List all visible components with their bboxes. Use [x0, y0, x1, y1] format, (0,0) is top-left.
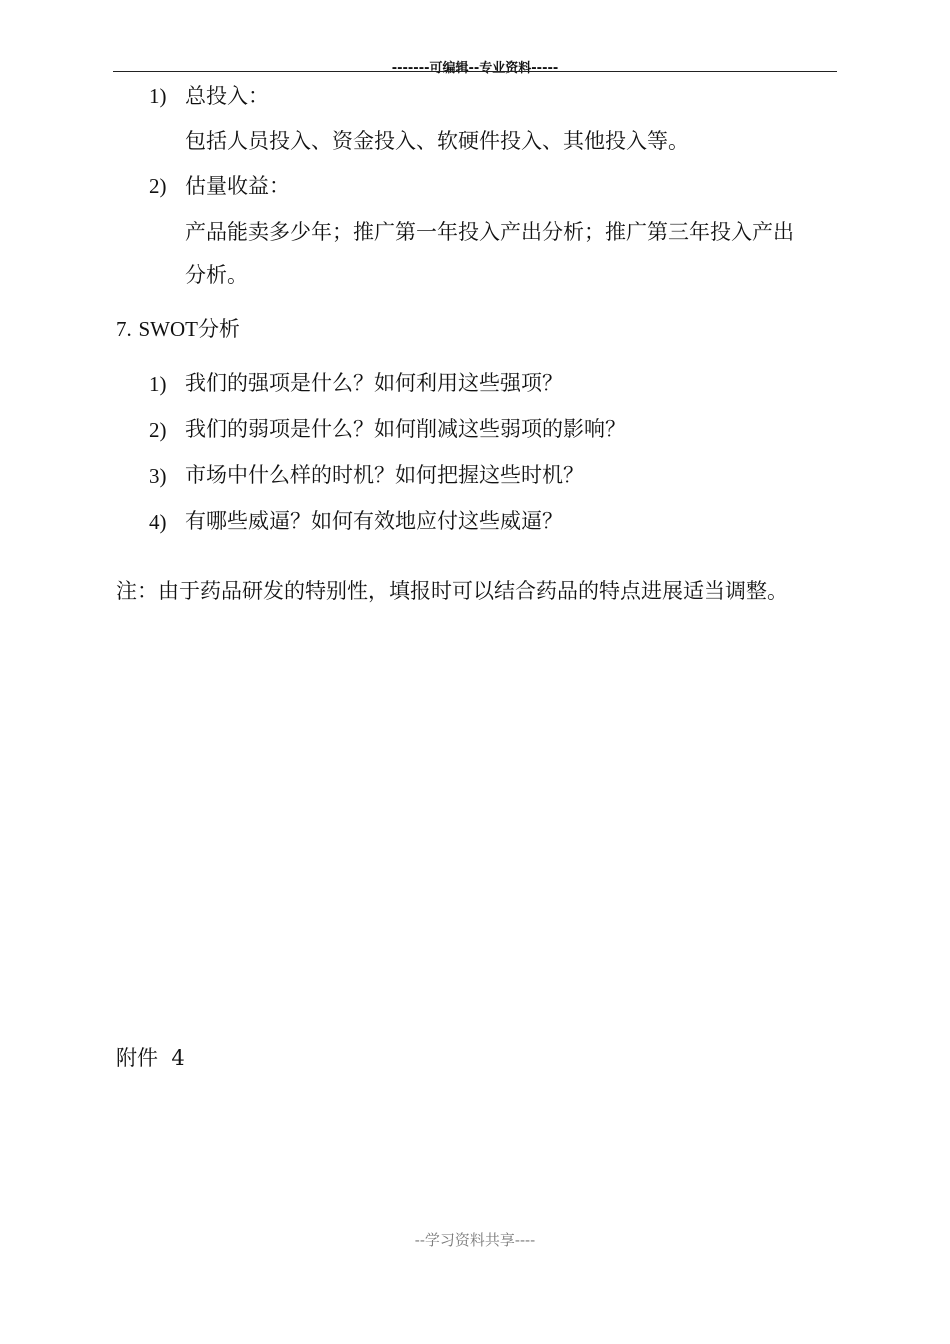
- list-item-detail: 产品能卖多少年；推广第一年投入产出分析；推广第三年投入产出: [185, 220, 794, 244]
- list-item-number: 4): [149, 510, 167, 534]
- header-divider: [113, 71, 837, 72]
- list-item-label: 总投入：: [185, 84, 269, 108]
- list-item-detail-continued: 分析。: [185, 263, 248, 287]
- list-item: 有哪些威逼？如何有效地应付这些威逼？: [185, 509, 563, 533]
- list-item: 市场中什么样的时机？如何把握这些时机？: [185, 463, 584, 487]
- list-item-label: 估量收益：: [185, 174, 290, 198]
- list-item: 我们的强项是什么？如何利用这些强项？: [185, 371, 563, 395]
- section-title-cjk: 分析: [197, 317, 240, 341]
- note-paragraph: 注：由于药品研发的特别性，填报时可以结合药品的特点进展适当调整。: [116, 579, 788, 603]
- section-title-latin: SWOT: [138, 317, 198, 341]
- section-heading: [116, 315, 240, 343]
- section-number: 7.: [116, 317, 132, 341]
- list-item-number: 2): [149, 174, 167, 198]
- list-item-number: 2): [149, 418, 167, 442]
- list-item: 我们的弱项是什么？如何削减这些弱项的影响？: [185, 417, 626, 441]
- list-item-number: 3): [149, 464, 167, 488]
- page-footer: --学习资料共享----: [414, 1231, 536, 1249]
- list-item-number: 1): [149, 84, 167, 108]
- list-item-number: 1): [149, 372, 167, 396]
- attachment-label: 附件 4: [116, 1046, 185, 1070]
- list-item-detail: 包括人员投入、资金投入、软硬件投入、其他投入等。: [185, 129, 689, 153]
- page-header: -------可编辑--专业资料-----: [391, 61, 559, 76]
